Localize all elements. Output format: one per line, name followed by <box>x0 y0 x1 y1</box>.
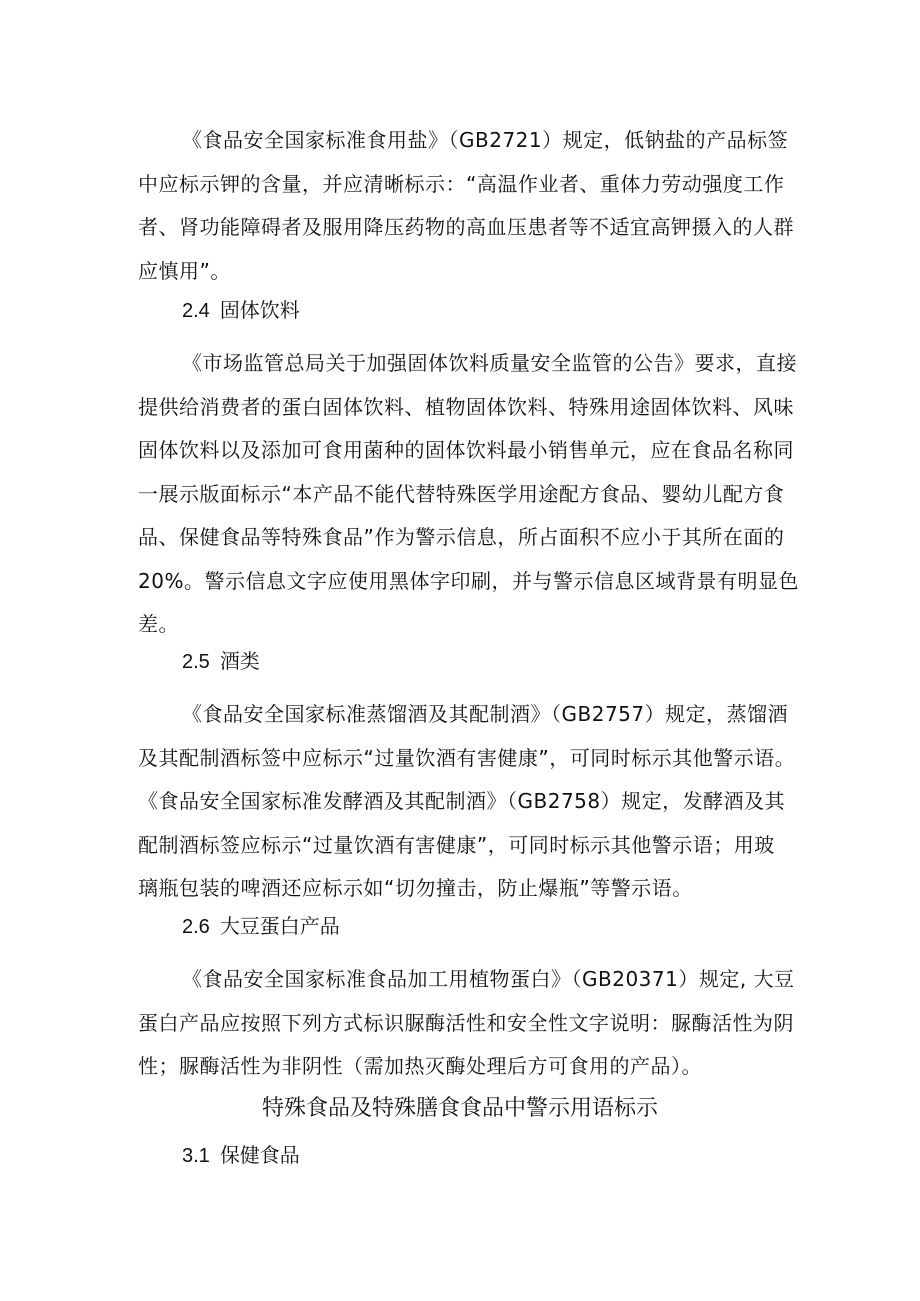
text-line: 品、保健食品等特殊食品”作为警示信息，所占面积不应小于其所在面的 <box>138 525 785 549</box>
text-line: 差。 <box>138 612 179 636</box>
heading-number: 2.5 <box>182 651 210 673</box>
paragraph-soy-protein <box>138 958 795 1089</box>
text-line: 配制酒标签应标示“过量饮酒有害健康”，可同时标示其他警示语；用玻 <box>138 832 775 857</box>
heading-title: 固体饮料 <box>219 298 300 322</box>
heading-3-1 <box>182 1140 300 1171</box>
heading-number: 2.4 <box>182 300 210 322</box>
text-line: 应慎用”。 <box>138 258 231 283</box>
text-line: 璃瓶包装的啤酒还应标示如“切勿撞击，防止爆瓶”等警示语。 <box>138 876 693 900</box>
heading-title: 酒类 <box>219 649 260 673</box>
heading-number: 2.6 <box>182 916 210 938</box>
paragraph-alcohol <box>138 693 796 911</box>
text-line: 《食品安全国家标准食品加工用植物蛋白》（GB20371）规定, 大豆 <box>182 967 795 991</box>
paragraph-solid-beverage <box>138 342 799 647</box>
text-line: 《食品安全国家标准食用盐》（GB2721）规定，低钠盐的产品标签 <box>182 128 789 152</box>
heading-number: 3.1 <box>182 1145 210 1167</box>
text-line: 中应标示钾的含量，并应清晰标示：“高温作业者、重体力劳动强度工作 <box>138 171 785 196</box>
text-line: 20%。警示信息文字应使用黑体字印刷，并与警示信息区域背景有明显色 <box>138 568 799 593</box>
text-line: 者、肾功能障碍者及服用降压药物的高血压患者等不适宜高钾摄入的人群 <box>138 215 794 239</box>
text-line: 及其配制酒标签中应标示“过量饮酒有害健康”，可同时标示其他警示语。 <box>138 745 796 770</box>
text-line: 提供给消费者的蛋白固体饮料、植物固体饮料、特殊用途固体饮料、风味 <box>138 394 794 419</box>
text-line: 一展示版面标示“本产品不能代替特殊医学用途配方食品、婴幼儿配方食 <box>138 481 785 506</box>
text-line: 《市场监管总局关于加强固体饮料质量安全监管的公告》要求，直接 <box>182 351 797 375</box>
heading-2-5 <box>182 646 260 677</box>
text-line: 《食品安全国家标准发酵酒及其配制酒》（GB2758）规定，发酵酒及其 <box>138 789 786 813</box>
text-line: 《食品安全国家标准蒸馏酒及其配制酒》（GB2757）规定，蒸馏酒 <box>182 702 789 726</box>
heading-title: 大豆蛋白产品 <box>219 914 340 938</box>
heading-title: 保健食品 <box>219 1143 300 1167</box>
text-line: 性；脲酶活性为非阴性（需加热灭酶处理后方可食用的产品）。 <box>138 1054 702 1078</box>
text-line: 蛋白产品应按照下列方式标识脲酶活性和安全性文字说明：脲酶活性为阴 <box>138 1010 794 1035</box>
heading-2-6 <box>182 911 340 942</box>
heading-2-4 <box>182 295 300 326</box>
text-line: 固体饮料以及添加可食用菌种的固体饮料最小销售单元，应在食品名称同 <box>138 438 794 462</box>
section-title: 特殊食品及特殊膳食食品中警示用语标示 <box>261 1096 658 1121</box>
paragraph-low-sodium-salt <box>138 119 794 293</box>
